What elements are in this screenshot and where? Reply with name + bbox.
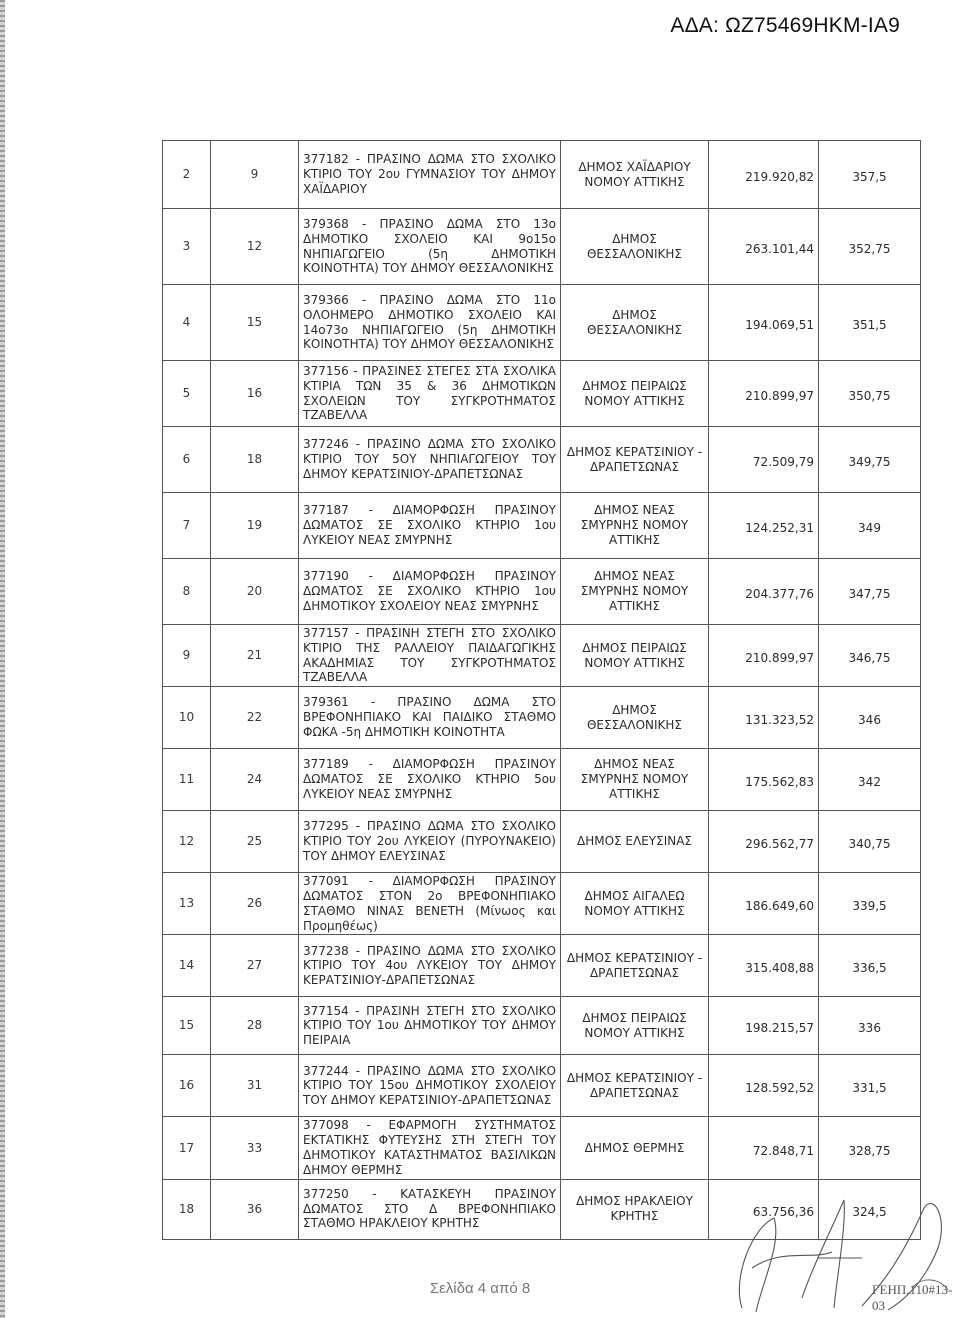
number-cell: 26	[211, 873, 299, 935]
municipality-cell: ΔΗΜΟΣ ΑΙΓΑΛΕΩ ΝΟΜΟΥ ΑΤΤΙΚΗΣ	[561, 873, 709, 935]
scan-edge-strip	[0, 0, 5, 1318]
project-title-cell: 377246 - ΠΡΑΣΙΝΟ ΔΩΜΑ ΣΤΟ ΣΧΟΛΙΚΟ ΚΤΙΡΙΟ ΤΟΥ 5ΟΥ ΝΗΠΙΑΓΩΓΕΙΟΥ ΤΟΥ ΔΗΜΟΥ ΚΕΡΑΤΣΙΝΙΟΥ-ΔΡΑΠΕΤΣΩΝΑΣ	[299, 427, 561, 493]
table-row	[163, 1055, 921, 1117]
budget-cell: 131.323,52	[709, 687, 819, 749]
rank-cell: 7	[163, 493, 211, 559]
project-title-cell: 377157 - ΠΡΑΣΙΝΗ ΣΤΕΓΗ ΣΤΟ ΣΧΟΛΙΚΟ ΚΤΙΡΙΟ ΤΗΣ ΡΑΛΛΕΙΟΥ ΠΑΙΔΑΓΩΓΙΚΗΣ ΑΚΑΔΗΜΙΑΣ ΤΟΥ ΣΥΓΚΡΟΤΗΜΑΤΟΣ ΤΖΑΒΕΛΛΑ	[299, 625, 561, 687]
table-row	[163, 209, 921, 285]
signature-mark	[712, 1188, 960, 1318]
project-title-cell: 377238 - ΠΡΑΣΙΝΟ ΔΩΜΑ ΣΤΟ ΣΧΟΛΙΚΟ ΚΤΙΡΙΟ ΤΟΥ 4ου ΛΥΚΕΙΟΥ ΤΟΥ ΔΗΜΟΥ ΚΕΡΑΤΣΙΝΙΟΥ-ΔΡΑΠΕΤΣΩΝΑΣ	[299, 935, 561, 997]
project-title-cell: 377187 - ΔΙΑΜΟΡΦΩΣΗ ΠΡΑΣΙΝΟΥ ΔΩΜΑΤΟΣ ΣΕ ΣΧΟΛΙΚΟ ΚΤΗΡΙΟ 1ου ΛΥΚΕΙΟΥ ΝΕΑΣ ΣΜΥΡΝΗΣ	[299, 493, 561, 559]
score-cell: 351,5	[819, 285, 921, 361]
project-title-cell: 379366 - ΠΡΑΣΙΝΟ ΔΩΜΑ ΣΤΟ 11ο ΟΛΟΗΜΕΡΟ ΔΗΜΟΤΙΚΟ ΣΧΟΛΕΙΟ ΚΑΙ 14ο73ο ΝΗΠΙΑΓΩΓΕΙΟ (5η ΔΗΜΟΤΙΚΗ ΚΟΙΝΟΤΗΤΑ) ΤΟΥ ΔΗΜΟΥ ΘΕΣΣΑΛΟΝΙΚΗΣ	[299, 285, 561, 361]
municipality-cell: ΔΗΜΟΣ ΠΕΙΡΑΙΩΣ ΝΟΜΟΥ ΑΤΤΙΚΗΣ	[561, 997, 709, 1055]
municipality-cell: ΔΗΜΟΣ ΝΕΑΣ ΣΜΥΡΝΗΣ ΝΟΜΟΥ ΑΤΤΙΚΗΣ	[561, 559, 709, 625]
rank-cell: 15	[163, 997, 211, 1055]
budget-cell: 63.756,36	[709, 1179, 819, 1239]
table-row	[163, 427, 921, 493]
number-cell: 22	[211, 687, 299, 749]
number-cell: 25	[211, 811, 299, 873]
budget-cell: 175.562,83	[709, 749, 819, 811]
budget-cell: 124.252,31	[709, 493, 819, 559]
project-title-cell: 377091 - ΔΙΑΜΟΡΦΩΣΗ ΠΡΑΣΙΝΟΥ ΔΩΜΑΤΟΣ ΣΤΟΝ 2ο ΒΡΕΦΟΝΗΠΙΑΚΟ ΣΤΑΘΜΟ ΝΙΝΑΣ ΒΕΝΕΤΗ (Μίνωος και Προμηθέως)	[299, 873, 561, 935]
rank-cell: 12	[163, 811, 211, 873]
municipality-cell: ΔΗΜΟΣ ΘΕΣΣΑΛΟΝΙΚΗΣ	[561, 285, 709, 361]
number-cell: 36	[211, 1179, 299, 1239]
project-title-cell: 377250 - ΚΑΤΑΣΚΕΥΗ ΠΡΑΣΙΝΟΥ ΔΩΜΑΤΟΣ ΣΤΟ Δ ΒΡΕΦΟΝΗΠΙΑΚΟ ΣΤΑΘΜΟ ΗΡΑΚΛΕΙΟΥ ΚΡΗΤΗΣ	[299, 1179, 561, 1239]
number-cell: 20	[211, 559, 299, 625]
number-cell: 19	[211, 493, 299, 559]
table-row	[163, 811, 921, 873]
project-title-cell: 377295 - ΠΡΑΣΙΝΟ ΔΩΜΑ ΣΤΟ ΣΧΟΛΙΚΟ ΚΤΙΡΙΟ ΤΟΥ 2ου ΛΥΚΕΙΟΥ (ΠΥΡΟΥΝΑΚΕΙΟ) ΤΟΥ ΔΗΜΟΥ ΕΛΕΥΣΙΝΑΣ	[299, 811, 561, 873]
table-row	[163, 141, 921, 209]
page-number: Σελίδα 4 από 8	[429, 1280, 531, 1297]
budget-cell: 72.509,79	[709, 427, 819, 493]
rank-cell: 11	[163, 749, 211, 811]
number-cell: 24	[211, 749, 299, 811]
score-cell: 357,5	[819, 141, 921, 209]
score-cell: 336	[819, 997, 921, 1055]
budget-cell: 72.848,71	[709, 1117, 819, 1179]
rank-cell: 8	[163, 559, 211, 625]
municipality-cell: ΔΗΜΟΣ ΝΕΑΣ ΣΜΥΡΝΗΣ ΝΟΜΟΥ ΑΤΤΙΚΗΣ	[561, 749, 709, 811]
project-title-cell: 377154 - ΠΡΑΣΙΝΗ ΣΤΕΓΗ ΣΤΟ ΣΧΟΛΙΚΟ ΚΤΙΡΙΟ ΤΟΥ 1ου ΔΗΜΟΤΙΚΟΥ ΤΟΥ ΔΗΜΟΥ ΠΕΙΡΑΙΑ	[299, 997, 561, 1055]
number-cell: 21	[211, 625, 299, 687]
score-cell: 324,5	[819, 1179, 921, 1239]
project-title-cell: 377098 - ΕΦΑΡΜΟΓΗ ΣΥΣΤΗΜΑΤΟΣ ΕΚΤΑΤΙΚΗΣ ΦΥΤΕΥΣΗΣ ΣΤΗ ΣΤΕΓΗ ΤΟΥ ΔΗΜΟΤΙΚΟΥ ΚΑΤΑΣΤΗΜΑΤΟΣ ΒΑΣΙΛΙΚΩΝ ΔΗΜΟΥ ΘΕΡΜΗΣ	[299, 1117, 561, 1179]
score-cell: 331,5	[819, 1055, 921, 1117]
rank-cell: 6	[163, 427, 211, 493]
municipality-cell: ΔΗΜΟΣ ΠΕΙΡΑΙΩΣ ΝΟΜΟΥ ΑΤΤΙΚΗΣ	[561, 361, 709, 427]
municipality-cell: ΔΗΜΟΣ ΘΕΡΜΗΣ	[561, 1117, 709, 1179]
rank-cell: 13	[163, 873, 211, 935]
score-cell: 347,75	[819, 559, 921, 625]
budget-cell: 263.101,44	[709, 209, 819, 285]
municipality-cell: ΔΗΜΟΣ ΝΕΑΣ ΣΜΥΡΝΗΣ ΝΟΜΟΥ ΑΤΤΙΚΗΣ	[561, 493, 709, 559]
number-cell: 18	[211, 427, 299, 493]
budget-cell: 194.069,51	[709, 285, 819, 361]
rank-cell: 10	[163, 687, 211, 749]
number-cell: 9	[211, 141, 299, 209]
rank-cell: 5	[163, 361, 211, 427]
table-row	[163, 687, 921, 749]
budget-cell: 315.408,88	[709, 935, 819, 997]
rank-cell: 14	[163, 935, 211, 997]
table-row	[163, 873, 921, 935]
score-cell: 340,75	[819, 811, 921, 873]
table-row	[163, 361, 921, 427]
score-cell: 349,75	[819, 427, 921, 493]
score-cell: 336,5	[819, 935, 921, 997]
municipality-cell: ΔΗΜΟΣ ΗΡΑΚΛΕΙΟΥ ΚΡΗΤΗΣ	[561, 1179, 709, 1239]
municipality-cell: ΔΗΜΟΣ ΚΕΡΑΤΣΙΝΙΟΥ - ΔΡΑΠΕΤΣΩΝΑΣ	[561, 427, 709, 493]
score-cell: 346,75	[819, 625, 921, 687]
budget-cell: 210.899,97	[709, 625, 819, 687]
score-cell: 339,5	[819, 873, 921, 935]
number-cell: 33	[211, 1117, 299, 1179]
project-title-cell: 377189 - ΔΙΑΜΟΡΦΩΣΗ ΠΡΑΣΙΝΟΥ ΔΩΜΑΤΟΣ ΣΕ ΣΧΟΛΙΚΟ ΚΤΗΡΙΟ 5ου ΛΥΚΕΙΟΥ ΝΕΑΣ ΣΜΥΡΝΗΣ	[299, 749, 561, 811]
rank-cell: 16	[163, 1055, 211, 1117]
score-cell: 346	[819, 687, 921, 749]
table-row	[163, 1117, 921, 1179]
table-row	[163, 997, 921, 1055]
table-row	[163, 625, 921, 687]
budget-cell: 296.562,77	[709, 811, 819, 873]
table-row	[163, 749, 921, 811]
table-row	[163, 285, 921, 361]
rank-cell: 4	[163, 285, 211, 361]
number-cell: 27	[211, 935, 299, 997]
table-row	[163, 559, 921, 625]
budget-cell: 204.377,76	[709, 559, 819, 625]
budget-cell: 219.920,82	[709, 141, 819, 209]
score-cell: 350,75	[819, 361, 921, 427]
rank-cell: 3	[163, 209, 211, 285]
municipality-cell: ΔΗΜΟΣ ΧΑΪΔΑΡΙΟΥ ΝΟΜΟΥ ΑΤΤΙΚΗΣ	[561, 141, 709, 209]
municipality-cell: ΔΗΜΟΣ ΚΕΡΑΤΣΙΝΙΟΥ - ΔΡΑΠΕΤΣΩΝΑΣ	[561, 1055, 709, 1117]
municipality-cell: ΔΗΜΟΣ ΚΕΡΑΤΣΙΝΙΟΥ - ΔΡΑΠΕΤΣΩΝΑΣ	[561, 935, 709, 997]
table-row	[163, 935, 921, 997]
project-title-cell: 377244 - ΠΡΑΣΙΝΟ ΔΩΜΑ ΣΤΟ ΣΧΟΛΙΚΟ ΚΤΙΡΙΟ ΤΟΥ 15ου ΔΗΜΟΤΙΚΟΥ ΣΧΟΛΕΙΟΥ ΤΟΥ ΔΗΜΟΥ ΚΕΡΑΤΣΙΝΙΟΥ-ΔΡΑΠΕΤΣΩΝΑΣ	[299, 1055, 561, 1117]
table-row	[163, 493, 921, 559]
project-title-cell: 377156 - ΠΡΑΣΙΝΕΣ ΣΤΕΓΕΣ ΣΤΑ ΣΧΟΛΙΚΑ ΚΤΙΡΙΑ ΤΩΝ 35 & 36 ΔΗΜΟΤΙΚΩΝ ΣΧΟΛΕΙΩΝ ΤΟΥ ΣΥΓΚΡΟΤΗΜΑΤΟΣ ΤΖΑΒΕΛΛΑ	[299, 361, 561, 427]
rank-cell: 17	[163, 1117, 211, 1179]
number-cell: 12	[211, 209, 299, 285]
ada-code: ΑΔΑ: ΩΖ75469ΗΚΜ-ΙΑ9	[670, 14, 900, 37]
score-cell: 328,75	[819, 1117, 921, 1179]
budget-cell: 128.592,52	[709, 1055, 819, 1117]
project-title-cell: 379361 - ΠΡΑΣΙΝΟ ΔΩΜΑ ΣΤΟ ΒΡΕΦΟΝΗΠΙΑΚΟ ΚΑΙ ΠΑΙΔΙΚΟ ΣΤΑΘΜΟ ΦΩΚΑ -5η ΔΗΜΟΤΙΚΗ ΚΟΙΝΟΤΗΤΑ	[299, 687, 561, 749]
budget-cell: 186.649,60	[709, 873, 819, 935]
municipality-cell: ΔΗΜΟΣ ΘΕΣΣΑΛΟΝΙΚΗΣ	[561, 209, 709, 285]
municipality-cell: ΔΗΜΟΣ ΘΕΣΣΑΛΟΝΙΚΗΣ	[561, 687, 709, 749]
project-title-cell: 379368 - ΠΡΑΣΙΝΟ ΔΩΜΑ ΣΤΟ 13ο ΔΗΜΟΤΙΚΟ ΣΧΟΛΕΙΟ ΚΑΙ 9ο15ο ΝΗΠΙΑΓΩΓΕΙΟ (5η ΔΗΜΟΤΙΚΗ ΚΟΙΝΟΤΗΤΑ) ΤΟΥ ΔΗΜΟΥ ΘΕΣΣΑΛΟΝΙΚΗΣ	[299, 209, 561, 285]
municipality-cell: ΔΗΜΟΣ ΠΕΙΡΑΙΩΣ ΝΟΜΟΥ ΑΤΤΙΚΗΣ	[561, 625, 709, 687]
project-title-cell: 377182 - ΠΡΑΣΙΝΟ ΔΩΜΑ ΣΤΟ ΣΧΟΛΙΚΟ ΚΤΙΡΙΟ ΤΟΥ 2ου ΓΥΜΝΑΣΙΟΥ ΤΟΥ ΔΗΜΟΥ ΧΑΪΔΑΡΙΟΥ	[299, 141, 561, 209]
number-cell: 28	[211, 997, 299, 1055]
project-title-cell: 377190 - ΔΙΑΜΟΡΦΩΣΗ ΠΡΑΣΙΝΟΥ ΔΩΜΑΤΟΣ ΣΕ ΣΧΟΛΙΚΟ ΚΤΗΡΙΟ 1ου ΔΗΜΟΤΙΚΟΥ ΣΧΟΛΕΙΟΥ ΝΕΑΣ ΣΜΥΡΝΗΣ	[299, 559, 561, 625]
rank-cell: 18	[163, 1179, 211, 1239]
rank-cell: 9	[163, 625, 211, 687]
budget-cell: 210.899,97	[709, 361, 819, 427]
municipality-cell: ΔΗΜΟΣ ΕΛΕΥΣΙΝΑΣ	[561, 811, 709, 873]
score-cell: 342	[819, 749, 921, 811]
ranking-table	[162, 140, 921, 1240]
score-cell: 349	[819, 493, 921, 559]
document-stamp: ΓΕΗΠ.110#13-03	[872, 1282, 953, 1313]
number-cell: 16	[211, 361, 299, 427]
budget-cell: 198.215,57	[709, 997, 819, 1055]
score-cell: 352,75	[819, 209, 921, 285]
number-cell: 31	[211, 1055, 299, 1117]
number-cell: 15	[211, 285, 299, 361]
rank-cell: 2	[163, 141, 211, 209]
